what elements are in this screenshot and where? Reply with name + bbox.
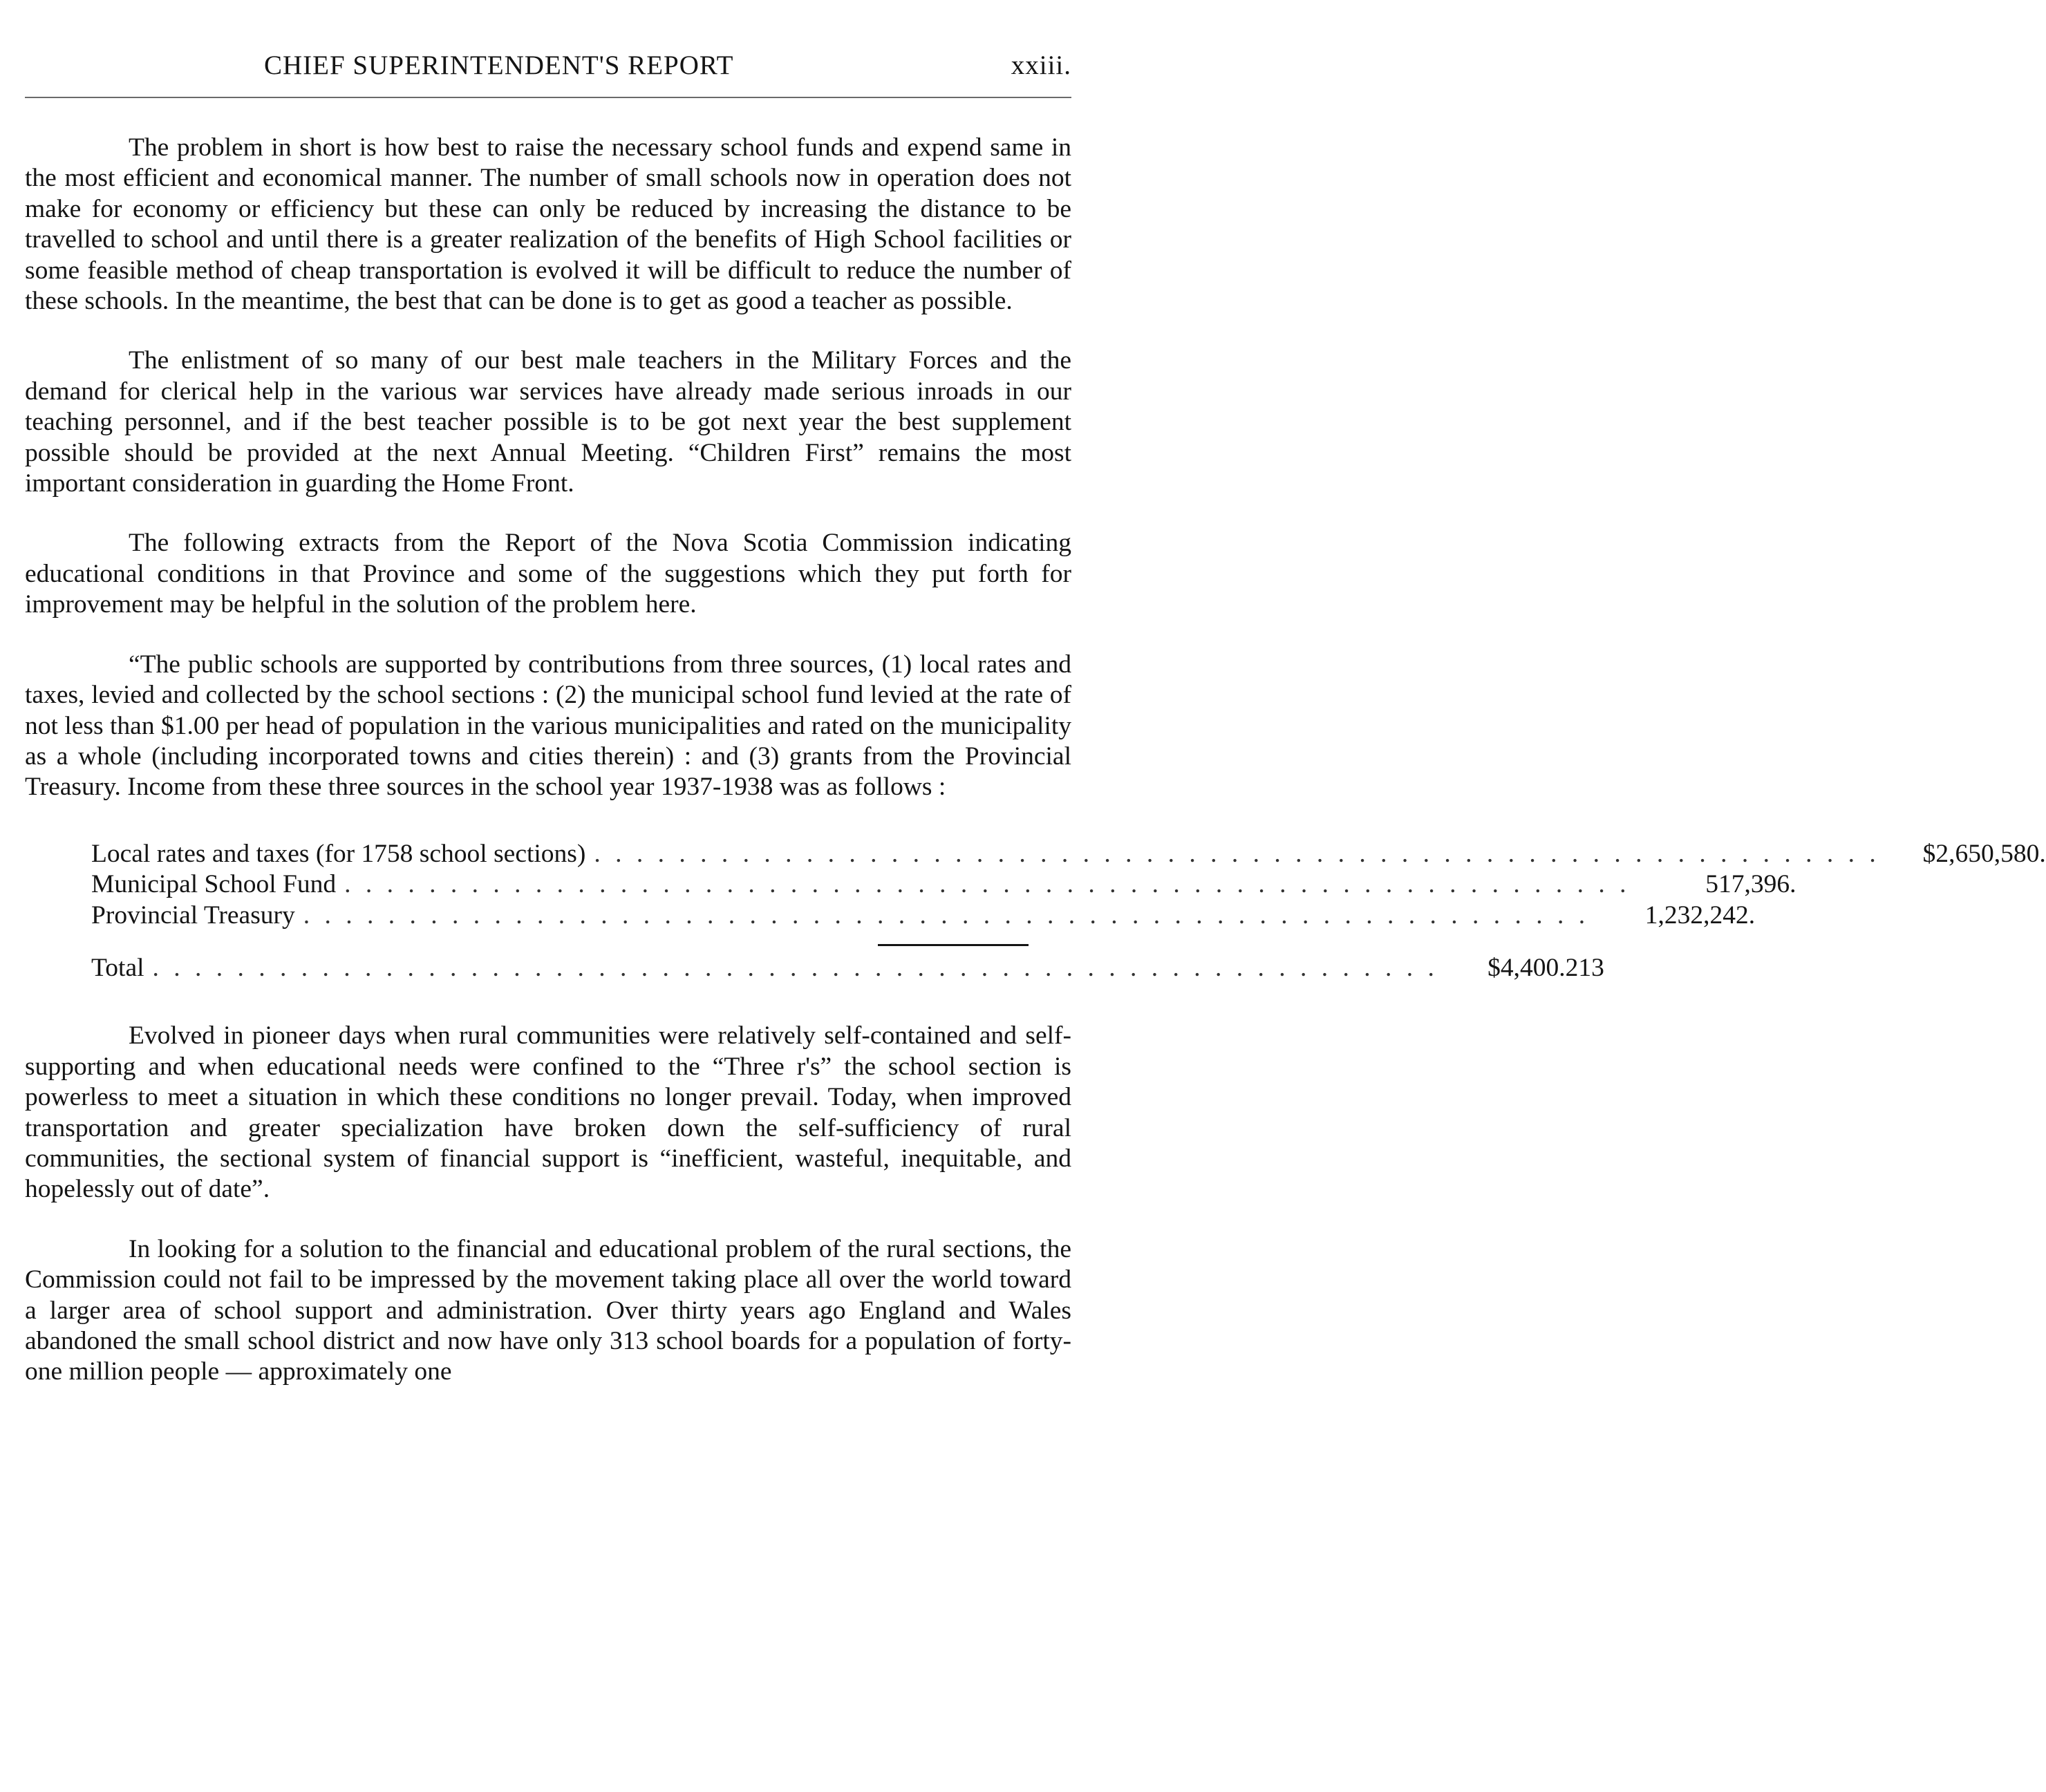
income-row-amount: 1,232,242. (1644, 900, 1756, 930)
income-row-label: Provincial Treasury (91, 900, 295, 930)
paragraph-public-school-support: “The public schools are supported by contributions from three sources, (1) local rates and taxes, levied and collected by the school sections : (2) the municipal school fund levied at the rate of not less than $1.00 per head of population in the various municipalities and rated on the municipality as a whole (including incorporated towns and cities therein) : and (3) grants from the Provincial Treasury. Income from these three sources in the school year 1937-1938 was as follows : (25, 650, 1071, 802)
leader-dots: . . . . . . . . . . . . . . . . . . . . . . . . . . . . . . . . . . . . . . . . . . . . . . . . . . . . . . . . . . . . . (303, 900, 1590, 930)
running-title: CHIEF SUPERINTENDENT'S REPORT (264, 50, 734, 80)
running-header (25, 50, 1071, 91)
leader-dots: . . . . . . . . . . . . . . . . . . . . . . . . . . . . . . . . . . . . . . . . . . . . . . . . . . . . . . . . . . . . . (344, 870, 1631, 899)
paragraph-larger-area: In looking for a solution to the financial and educational problem of the rural sections, the Commission could not fail to be impressed by the movement taking place all over the world toward a larger area of school support and administration. Over thirty years ago England and Wales abandoned the small school district and now have only 313 school boards for a population of forty-one million people — approximately one (25, 1234, 1071, 1386)
paragraph-enlistment: The enlistment of so many of our best male teachers in the Military Forces and the demand for clerical help in the various war services have already made serious inroads in our teaching personnel, and if the best teacher possible is to be got next year the best supplement possible should be provided at the next Annual Meeting. “Children First” remains the most important consideration in guarding the Home Front. (25, 346, 1071, 498)
income-total-row (91, 953, 1604, 983)
leader-dots: . . . . . . . . . . . . . . . . . . . . . . . . . . . . . . . . . . . . . . . . . . . . . . . . . . . . . . . . . . . . . (594, 839, 1880, 868)
income-row (91, 839, 2046, 869)
income-row (91, 900, 1756, 931)
header-rule (25, 97, 1071, 98)
sum-rule (878, 935, 1029, 946)
income-row (91, 869, 1796, 900)
income-row-amount: 517,396. (1705, 870, 1796, 899)
paragraph-nova-scotia-extracts: The following extracts from the Report of the Nova Scotia Commission indicating educational conditions in that Province and some of the suggestions which they put forth for improvement may be helpful in the solution of the problem here. (25, 529, 1071, 619)
sum-rule-row (91, 931, 1029, 946)
income-table (91, 839, 2046, 984)
paragraph-sectional-system: Evolved in pioneer days when rural communities were relatively self-contained and self-supporting and when educational needs were confined to the “Three r's” the school section is powerless to meet a situation in which these conditions no longer prevail. Today, when improved transportation and greater specialization have broken down the self-sufficiency of rural communities, the sectional system of financial support is “inefficient, wasteful, inequitable, and hopelessly out of date”. (25, 1021, 1071, 1204)
income-total-label: Total (91, 953, 144, 982)
report-body (25, 133, 2046, 1417)
leader-dots: . . . . . . . . . . . . . . . . . . . . . . . . . . . . . . . . . . . . . . . . . . . . . . . . . . . . . . . . . . . . . (152, 953, 1438, 982)
income-total-amount: $4,400.213 (1487, 953, 1604, 982)
paragraph-school-funds: The problem in short is how best to raise the necessary school funds and expend same in the most efficient and economical manner. The number of small schools now in operation does not make for economy or efficiency but these can only be reduced by increasing the distance to be travelled to school and until there is a greater realization of the benefits of High School facilities or some feasible method of cheap transportation is evolved it will be difficult to reduce the number of these schools. In the meantime, the best that can be done is to get as good a teacher as possible. (25, 133, 1071, 316)
page-number: xxiii. (1011, 50, 1071, 80)
income-row-label: Local rates and taxes (for 1758 school sections) (91, 839, 586, 868)
income-row-label: Municipal School Fund (91, 870, 337, 899)
income-row-amount: $2,650,580. (1922, 839, 2046, 868)
